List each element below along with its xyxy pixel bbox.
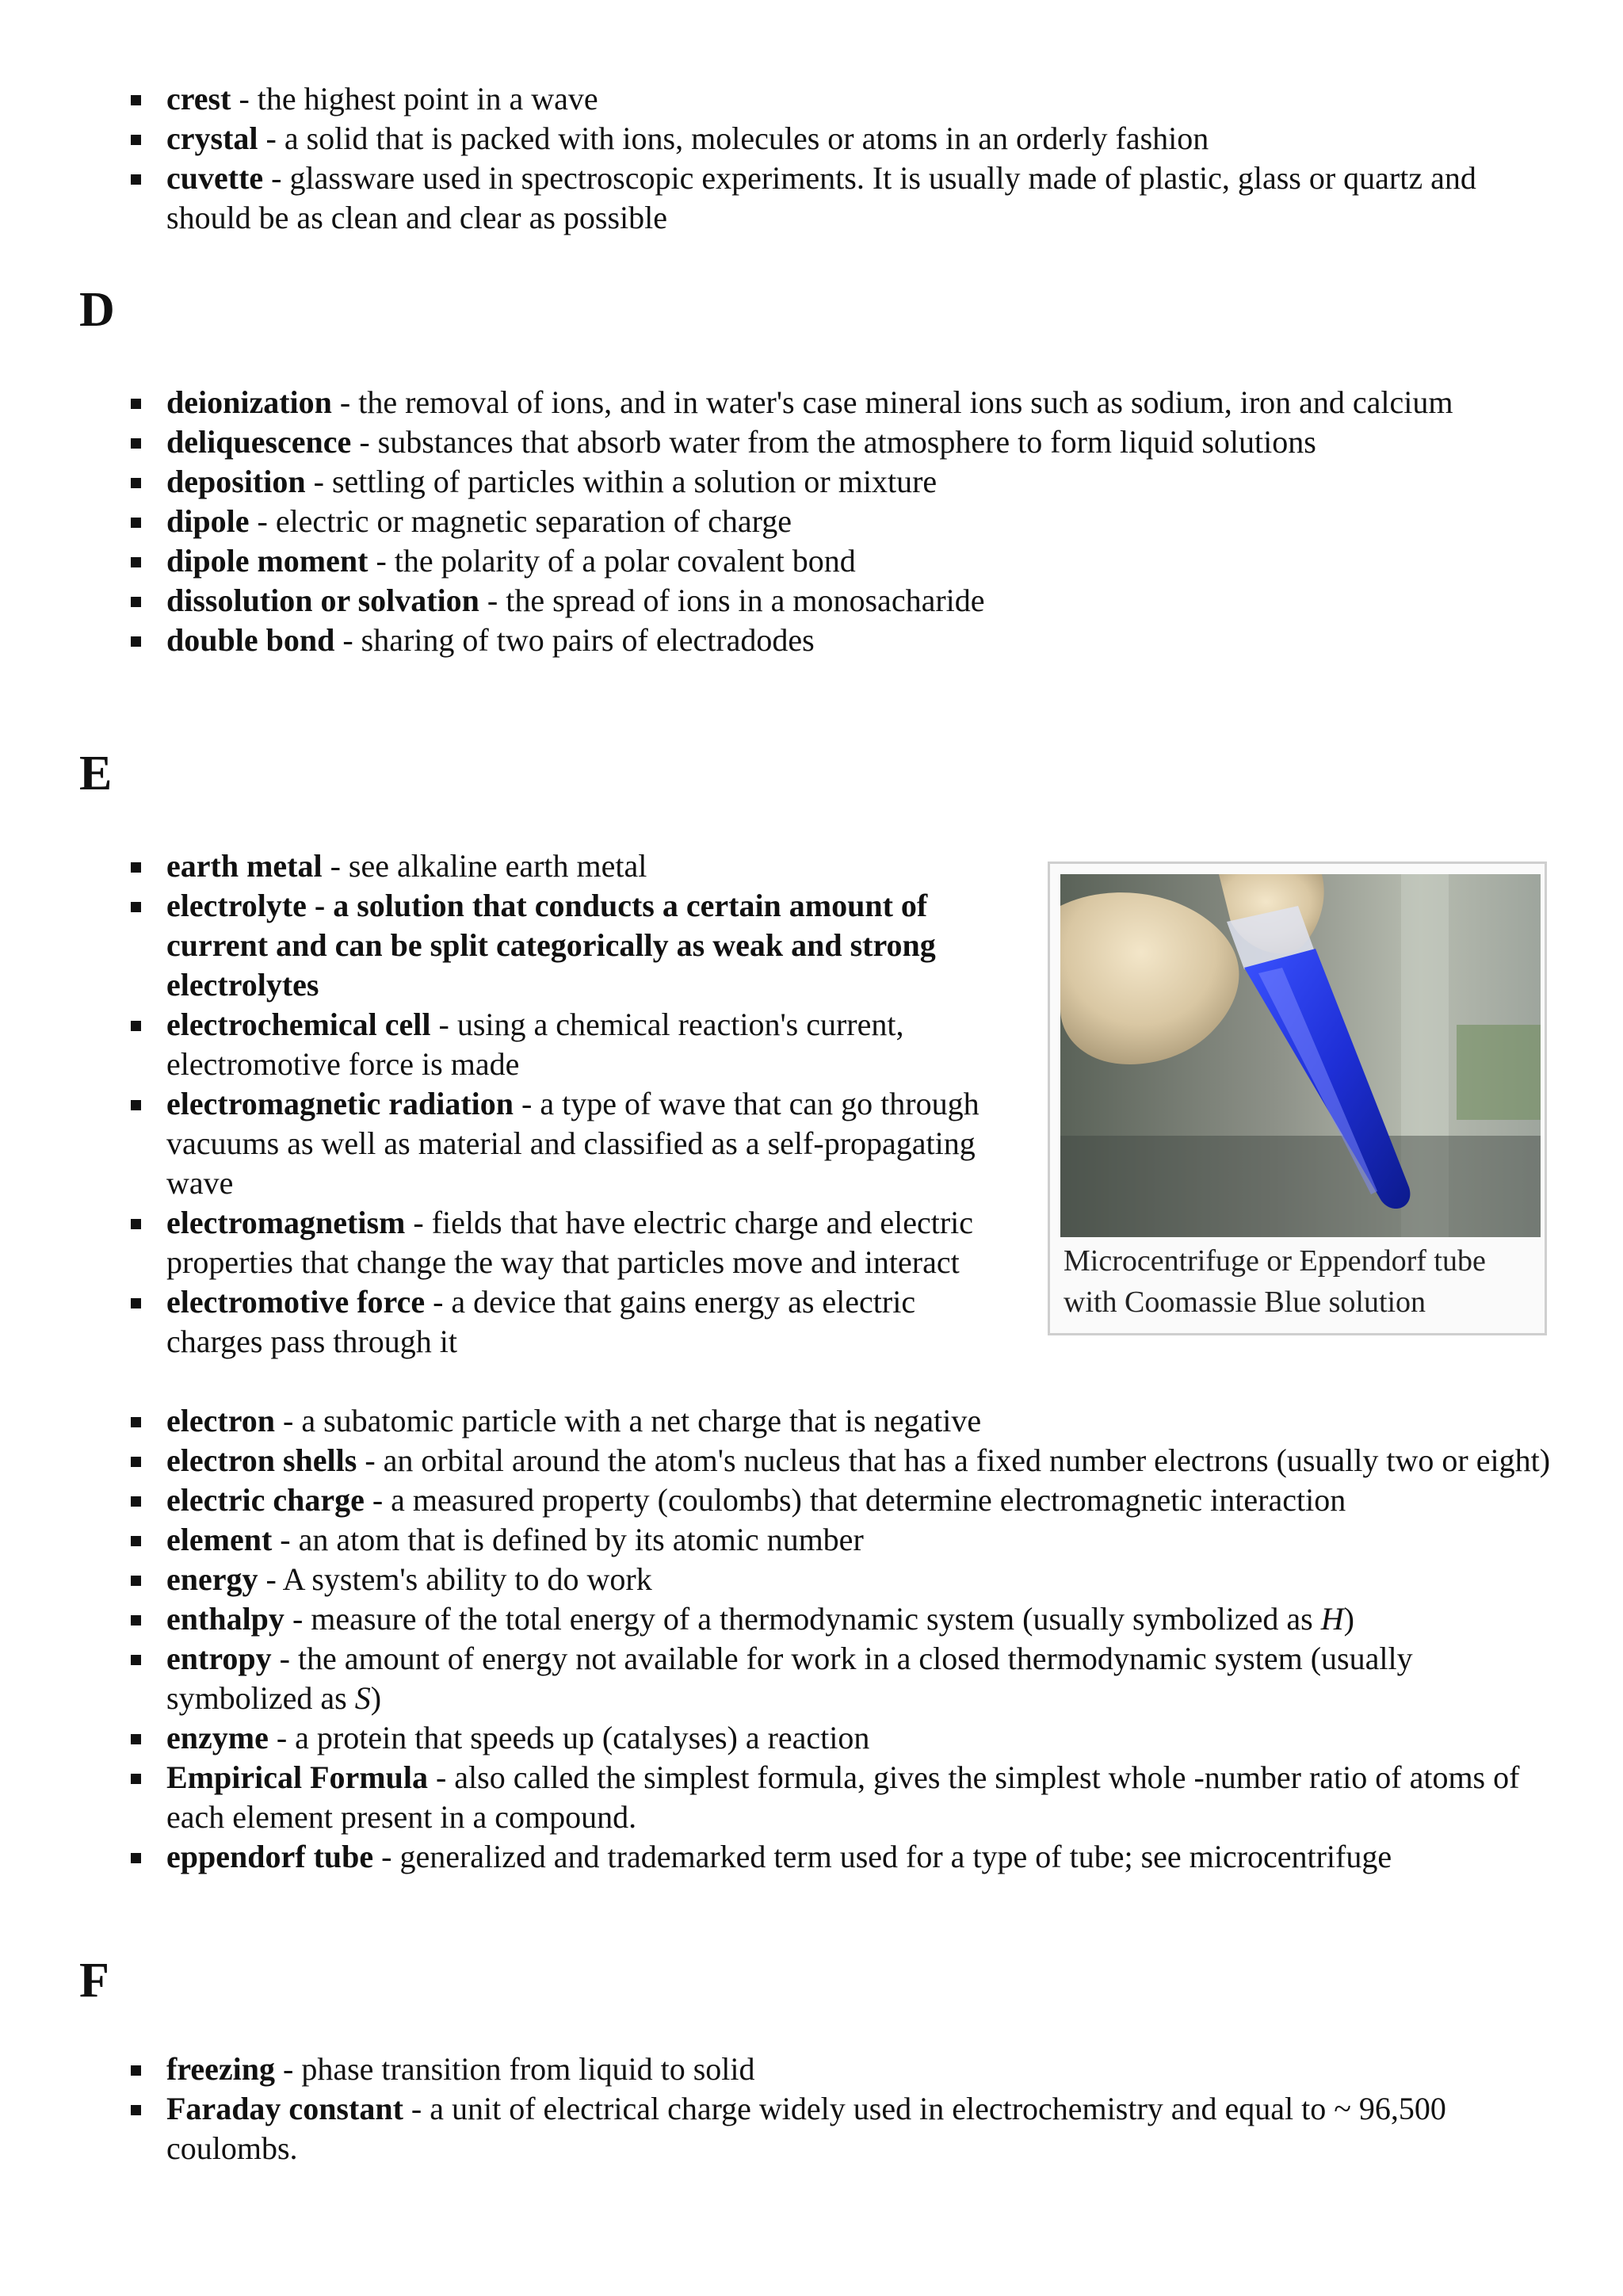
term: entropy	[166, 1641, 272, 1676]
list-item	[166, 886, 999, 1005]
definition: electric or magnetic separation of charge	[275, 503, 792, 539]
section-heading-f: F	[79, 1954, 109, 2008]
list-item: electron shells - an orbital around the atom's nucleus that has a fixed number electrons (usually two or eight)	[166, 1441, 1561, 1480]
term: dipole	[166, 503, 250, 539]
term: energy	[166, 1561, 258, 1597]
symbol: S	[354, 1680, 371, 1716]
term: dipole moment	[166, 543, 369, 579]
list-item: deionization - the removal of ions, and in water's case mineral ions such as sodium, iron and calcium	[166, 383, 1545, 422]
definition: see alkaline earth metal	[348, 848, 647, 884]
list-item: electromotive force - a device that gains energy as electric charges pass through it	[166, 1282, 999, 1362]
term: enthalpy	[166, 1601, 285, 1637]
definition: settling of particles within a solution or mixture	[331, 464, 938, 499]
term: deposition	[166, 464, 306, 499]
f-term-list	[166, 2050, 1545, 2168]
symbol: H	[1320, 1601, 1344, 1637]
list-item: freezing - phase transition from liquid to solid	[166, 2050, 1545, 2089]
list-item: electromagnetism - fields that have electric charge and electric properties that change the way that particles move and interact	[166, 1203, 999, 1282]
term: double bond	[166, 622, 335, 658]
list-item: double bond - sharing of two pairs of electradodes	[166, 621, 1545, 660]
list-item: electron - a subatomic particle with a net charge that is negative	[166, 1401, 1561, 1441]
e-term-list-wide	[166, 1401, 1561, 1877]
term: electron	[166, 1403, 275, 1438]
definition: sharing of two pairs of electradodes	[361, 622, 815, 658]
section-heading-d: D	[79, 283, 115, 337]
list-item: electric charge - a measured property (coulombs) that determine electromagnetic interaction	[166, 1480, 1561, 1520]
term: electric charge	[166, 1482, 365, 1518]
term: enzyme	[166, 1720, 269, 1755]
list-item: Faraday constant - a unit of electrical charge widely used in electrochemistry and equal to ~ 96,500 coulombs.	[166, 2089, 1545, 2168]
term: electron shells	[166, 1442, 357, 1478]
term: Empirical Formula	[166, 1759, 428, 1795]
list-item: earth metal - see alkaline earth metal	[166, 846, 999, 886]
list-item: dissolution or solvation - the spread of ions in a monosacharide	[166, 581, 1545, 621]
term: element	[166, 1522, 273, 1557]
list-item: deliquescence - substances that absorb water from the atmosphere to form liquid solutions	[166, 422, 1545, 462]
list-item: dipole - electric or magnetic separation of charge	[166, 502, 1545, 541]
list-item: electrochemical cell - using a chemical reaction's current, electromotive force is made	[166, 1005, 999, 1084]
list-item: element - an atom that is defined by its atomic number	[166, 1520, 1561, 1560]
list-item: Empirical Formula - also called the simplest formula, gives the simplest whole -number ratio of atoms of each element present in a compound.	[166, 1758, 1561, 1837]
term: eppendorf tube	[166, 1839, 374, 1874]
term: deionization	[166, 384, 332, 420]
background-shelf	[1457, 1025, 1541, 1120]
e-term-list-narrow	[166, 846, 999, 1362]
d-term-list	[166, 383, 1545, 660]
definition: a type of wave that can go through vacuums as well as material and classified as a self-propagating wave	[166, 1086, 980, 1201]
term: crystal	[166, 120, 258, 156]
term: deliquescence	[166, 424, 352, 460]
term: Faraday constant	[166, 2091, 403, 2126]
list-item: deposition - settling of particles within a solution or mixture	[166, 462, 1545, 502]
definition: an orbital around the atom's nucleus that has a fixed number electrons (usually two or eight)	[383, 1442, 1551, 1478]
term: dissolution or solvation	[166, 583, 479, 618]
list-item: entropy - the amount of energy not available for work in a closed thermodynamic system (usually symbolized as S)	[166, 1639, 1561, 1718]
definition: a subatomic particle with a net charge that is negative	[301, 1403, 982, 1438]
definition: the removal of ions, and in water's case mineral ions such as sodium, iron and calcium	[358, 384, 1453, 420]
section-heading-e: E	[79, 747, 113, 800]
term: crest	[166, 81, 231, 117]
definition: a unit of electrical charge widely used in electrochemistry and equal to ~ 96,500 coulombs.	[166, 2091, 1446, 2166]
list-item: eppendorf tube - generalized and trademarked term used for a type of tube; see microcentrifuge	[166, 1837, 1561, 1877]
term: electrolyte - a solution that conducts a certain amount of current and can be split categorically as weak and strong electrolytes	[166, 888, 936, 1003]
figure-caption: Microcentrifuge or Eppendorf tube with Coomassie Blue solution	[1064, 1244, 1486, 1319]
term: earth metal	[166, 848, 323, 884]
list-item: enthalpy - measure of the total energy of a thermodynamic system (usually symbolized as H)	[166, 1599, 1561, 1639]
definition: phase transition from liquid to solid	[301, 2051, 755, 2087]
definition: the amount of energy not available for work in a closed thermodynamic system (usually symbolized as	[166, 1641, 1413, 1716]
definition: A system's ability to do work	[282, 1561, 652, 1597]
definition: a solid that is packed with ions, molecules or atoms in an orderly fashion	[284, 120, 1209, 156]
definition: an atom that is defined by its atomic number	[298, 1522, 864, 1557]
definition: generalized and trademarked term used for a type of tube; see microcentrifuge	[399, 1839, 1392, 1874]
term: freezing	[166, 2051, 275, 2087]
figure-thumbnail[interactable]	[1048, 861, 1547, 1335]
definition: the polarity of a polar covalent bond	[394, 543, 856, 579]
definition: measure of the total energy of a thermodynamic system (usually symbolized as	[311, 1601, 1321, 1637]
definition: a protein that speeds up (catalyses) a reaction	[295, 1720, 870, 1755]
list-item: electromagnetic radiation - a type of wave that can go through vacuums as well as material and classified as a self-propagating wave	[166, 1084, 999, 1203]
definition: glassware used in spectroscopic experiments. It is usually made of plastic, glass or quartz and should be as clean and clear as possible	[166, 160, 1476, 235]
term: electrochemical cell	[166, 1007, 431, 1042]
term: electromagnetic radiation	[166, 1086, 514, 1121]
list-item: enzyme - a protein that speeds up (catalyses) a reaction	[166, 1718, 1561, 1758]
definition: fields that have electric charge and electric properties that change the way that particles move and interact	[166, 1205, 974, 1280]
list-item: energy - A system's ability to do work	[166, 1560, 1561, 1599]
background-bench	[1060, 1136, 1541, 1237]
definition: a measured property (coulombs) that determine electromagnetic interaction	[391, 1482, 1346, 1518]
term: electromotive force	[166, 1284, 426, 1320]
definition: using a chemical reaction's current, electromotive force is made	[166, 1007, 904, 1082]
c-term-list	[166, 79, 1561, 238]
tube-illustration	[1060, 874, 1541, 1237]
definition: substances that absorb water from the atmosphere to form liquid solutions	[377, 424, 1316, 460]
definition: a device that gains energy as electric charges pass through it	[166, 1284, 916, 1359]
definition: the spread of ions in a monosacharide	[506, 583, 985, 618]
list-item: cuvette - glassware used in spectroscopic experiments. It is usually made of plastic, glass or quartz and should be as clean and clear as possible	[166, 159, 1561, 238]
list-item: crest - the highest point in a wave	[166, 79, 1561, 119]
list-item: crystal - a solid that is packed with ions, molecules or atoms in an orderly fashion	[166, 119, 1561, 159]
definition: the highest point in a wave	[257, 81, 598, 117]
list-item: dipole moment - the polarity of a polar covalent bond	[166, 541, 1545, 581]
definition: also called the simplest formula, gives the simplest whole -number ratio of atoms of each element present in a compound.	[166, 1759, 1520, 1835]
term: cuvette	[166, 160, 264, 196]
term: electromagnetism	[166, 1205, 406, 1240]
microcentrifuge-tube-photo[interactable]	[1060, 874, 1541, 1237]
